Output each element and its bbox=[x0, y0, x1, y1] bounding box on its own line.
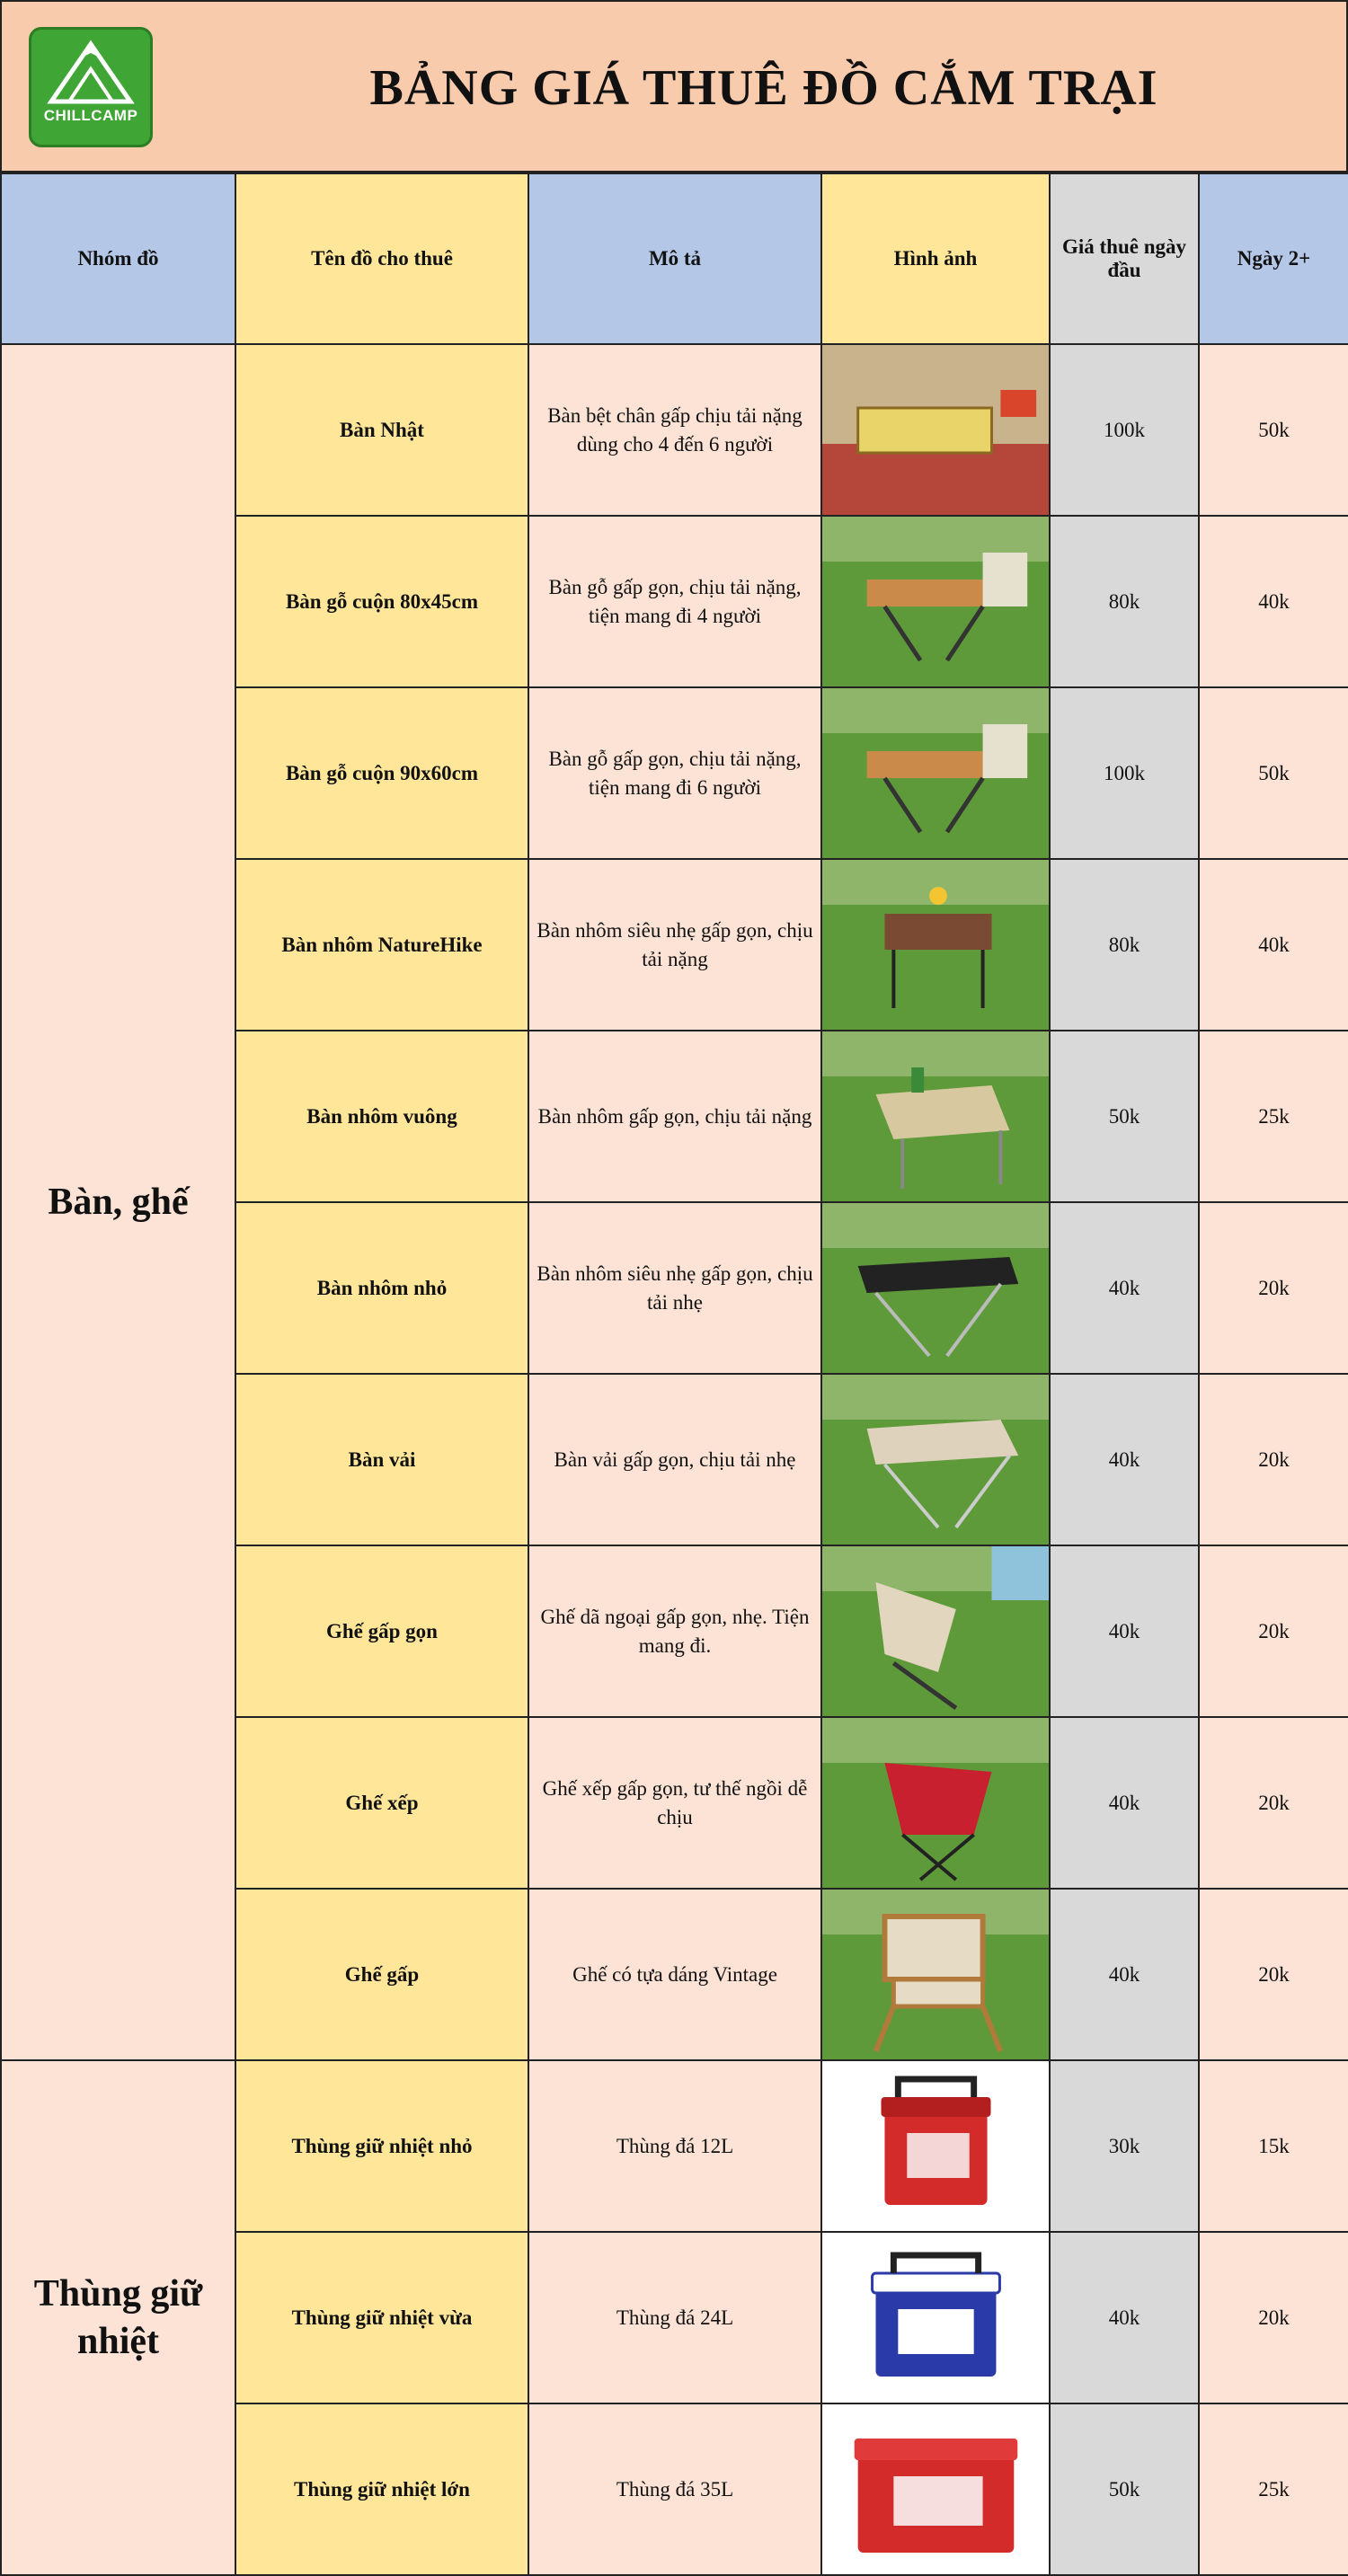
first-day-price: 40k bbox=[1050, 1374, 1199, 1545]
next-day-price: 20k bbox=[1199, 1717, 1348, 1889]
first-day-price: 100k bbox=[1050, 344, 1199, 516]
first-day-price: 40k bbox=[1050, 1545, 1199, 1717]
table-row bbox=[1, 344, 1348, 516]
item-photo bbox=[822, 1375, 1049, 1545]
first-day-price: 50k bbox=[1050, 1031, 1199, 1202]
first-day-price: 100k bbox=[1050, 687, 1199, 859]
item-image bbox=[821, 1889, 1050, 2060]
item-name: Bàn Nhật bbox=[235, 344, 528, 516]
first-day-price: 80k bbox=[1050, 516, 1199, 687]
item-image bbox=[821, 2403, 1050, 2575]
item-name: Bàn gỗ cuộn 90x60cm bbox=[235, 687, 528, 859]
item-description: Thùng đá 35L bbox=[528, 2403, 821, 2575]
item-name: Bàn vải bbox=[235, 1374, 528, 1545]
item-description: Thùng đá 12L bbox=[528, 2060, 821, 2232]
first-day-price: 40k bbox=[1050, 1717, 1199, 1889]
item-photo bbox=[822, 517, 1049, 686]
item-description: Ghế xếp gấp gọn, tư thế ngồi dễ chịu bbox=[528, 1717, 821, 1889]
next-day-price: 20k bbox=[1199, 1889, 1348, 2060]
item-photo bbox=[822, 688, 1049, 858]
next-day-price: 40k bbox=[1199, 516, 1348, 687]
item-image bbox=[821, 1545, 1050, 1717]
item-name: Ghế gấp gọn bbox=[235, 1545, 528, 1717]
group-cell: Bàn, ghế bbox=[1, 344, 235, 2060]
item-description: Thùng đá 24L bbox=[528, 2232, 821, 2403]
item-name: Thùng giữ nhiệt nhỏ bbox=[235, 2060, 528, 2232]
item-photo bbox=[822, 1546, 1049, 1716]
item-photo bbox=[822, 1718, 1049, 1888]
item-name: Bàn nhôm vuông bbox=[235, 1031, 528, 1202]
next-day-price: 25k bbox=[1199, 2403, 1348, 2575]
logo-text: CHILLCAMP bbox=[43, 107, 138, 124]
price-table bbox=[0, 173, 1348, 2576]
item-image bbox=[821, 2060, 1050, 2232]
item-photo bbox=[822, 2233, 1049, 2403]
item-photo bbox=[822, 2061, 1049, 2231]
first-day-price: 40k bbox=[1050, 1202, 1199, 1374]
next-day-price: 20k bbox=[1199, 1202, 1348, 1374]
item-image bbox=[821, 1202, 1050, 1374]
next-day-price: 20k bbox=[1199, 2232, 1348, 2403]
item-name: Ghế gấp bbox=[235, 1889, 528, 2060]
item-image bbox=[821, 687, 1050, 859]
item-name: Thùng giữ nhiệt vừa bbox=[235, 2232, 528, 2403]
item-name: Ghế xếp bbox=[235, 1717, 528, 1889]
col-header-next-day-price: Ngày 2+ bbox=[1199, 173, 1348, 344]
item-description: Bàn gỗ gấp gọn, chịu tải nặng, tiện mang đi 4 người bbox=[528, 516, 821, 687]
item-photo bbox=[822, 1203, 1049, 1373]
first-day-price: 40k bbox=[1050, 1889, 1199, 2060]
item-image bbox=[821, 516, 1050, 687]
item-image bbox=[821, 1717, 1050, 1889]
item-photo bbox=[822, 860, 1049, 1030]
item-description: Ghế có tựa dáng Vintage bbox=[528, 1889, 821, 2060]
item-name: Bàn gỗ cuộn 80x45cm bbox=[235, 516, 528, 687]
col-header-image: Hình ảnh bbox=[821, 173, 1050, 344]
item-photo bbox=[822, 1890, 1049, 2059]
page-title: BẢNG GIÁ THUÊ ĐỒ CẮM TRẠI bbox=[369, 60, 1158, 116]
item-image bbox=[821, 1374, 1050, 1545]
table-row bbox=[1, 2060, 1348, 2232]
col-header-group: Nhóm đồ bbox=[1, 173, 235, 344]
next-day-price: 20k bbox=[1199, 1374, 1348, 1545]
item-image bbox=[821, 344, 1050, 516]
item-name: Thùng giữ nhiệt lớn bbox=[235, 2403, 528, 2575]
table-header-row bbox=[1, 173, 1348, 344]
item-image bbox=[821, 2232, 1050, 2403]
item-name: Bàn nhôm NatureHike bbox=[235, 859, 528, 1031]
mountain-icon bbox=[31, 30, 150, 145]
item-description: Bàn nhôm siêu nhẹ gấp gọn, chịu tải nặng bbox=[528, 859, 821, 1031]
col-header-description: Mô tả bbox=[528, 173, 821, 344]
next-day-price: 40k bbox=[1199, 859, 1348, 1031]
next-day-price: 25k bbox=[1199, 1031, 1348, 1202]
chillcamp-logo bbox=[29, 27, 153, 147]
next-day-price: 20k bbox=[1199, 1545, 1348, 1717]
item-name: Bàn nhôm nhỏ bbox=[235, 1202, 528, 1374]
item-description: Bàn bệt chân gấp chịu tải nặng dùng cho 4 đến 6 người bbox=[528, 344, 821, 516]
next-day-price: 50k bbox=[1199, 344, 1348, 516]
col-header-first-day-price: Giá thuê ngày đầu bbox=[1050, 173, 1199, 344]
first-day-price: 80k bbox=[1050, 859, 1199, 1031]
next-day-price: 50k bbox=[1199, 687, 1348, 859]
first-day-price: 50k bbox=[1050, 2403, 1199, 2575]
item-description: Bàn nhôm gấp gọn, chịu tải nặng bbox=[528, 1031, 821, 1202]
item-photo bbox=[822, 345, 1049, 515]
first-day-price: 40k bbox=[1050, 2232, 1199, 2403]
col-header-item-name: Tên đồ cho thuê bbox=[235, 173, 528, 344]
item-image bbox=[821, 859, 1050, 1031]
item-description: Bàn gỗ gấp gọn, chịu tải nặng, tiện mang đi 6 người bbox=[528, 687, 821, 859]
first-day-price: 30k bbox=[1050, 2060, 1199, 2232]
item-description: Bàn vải gấp gọn, chịu tải nhẹ bbox=[528, 1374, 821, 1545]
item-image bbox=[821, 1031, 1050, 1202]
item-photo bbox=[822, 2404, 1049, 2574]
group-cell: Thùng giữ nhiệt bbox=[1, 2060, 235, 2575]
item-photo bbox=[822, 1031, 1049, 1201]
item-description: Ghế dã ngoại gấp gọn, nhẹ. Tiện mang đi. bbox=[528, 1545, 821, 1717]
header-banner bbox=[0, 0, 1348, 173]
next-day-price: 15k bbox=[1199, 2060, 1348, 2232]
item-description: Bàn nhôm siêu nhẹ gấp gọn, chịu tải nhẹ bbox=[528, 1202, 821, 1374]
